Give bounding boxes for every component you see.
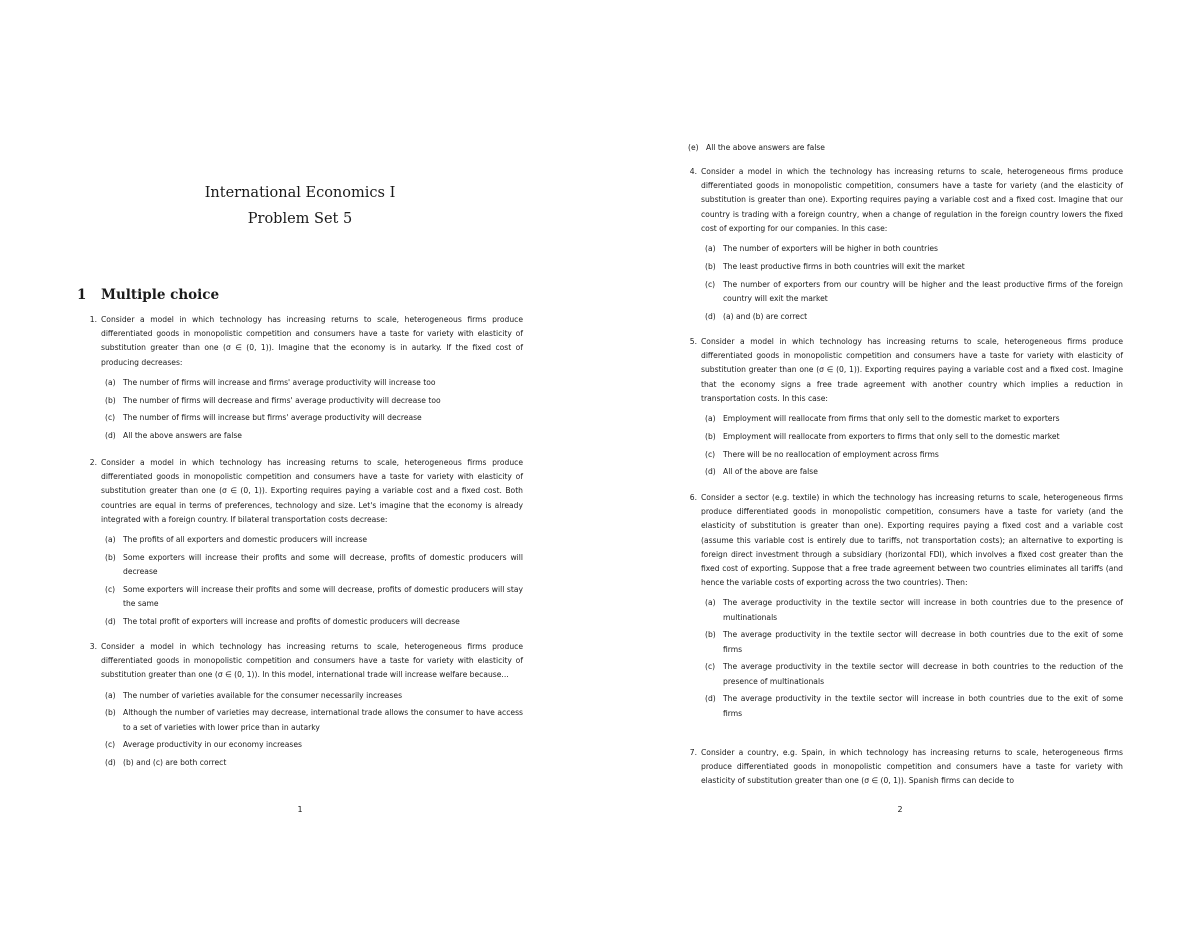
option-label: (a) bbox=[105, 535, 116, 545]
option-label: (b) bbox=[705, 261, 716, 271]
question-6 bbox=[677, 491, 1123, 724]
option-label: (d) bbox=[705, 694, 716, 704]
options-list bbox=[105, 376, 523, 444]
option-label: (d) bbox=[705, 311, 716, 321]
option-label: (e) bbox=[688, 143, 699, 152]
option-label: (b) bbox=[705, 630, 716, 640]
option-d bbox=[705, 310, 1123, 324]
document-title bbox=[0, 180, 600, 232]
question-number: 2. bbox=[89, 458, 97, 467]
option-c bbox=[705, 448, 1123, 462]
option-label: (c) bbox=[705, 449, 716, 459]
option-d bbox=[105, 429, 523, 443]
question-4 bbox=[677, 165, 1123, 327]
option-a bbox=[705, 596, 1123, 624]
question-text: Consider a sector (e.g. textile) in which the technology has increasing returns to scale, heterogeneous firms produce differentiated goods in monopolistic competition, consumers have a taste for variety (and the elasticity of substitution is greater than one). Exporting requires paying a fixed cost and a variable cost (assume this variable cost is entirely due to tariffs, not transportation costs); an alternative to exporting is foreign direct investment through a subsidiary (horizontal FDI), which involves a fixed cost greater than the fixed cost of exporting. Suppose that a free trade agreement between two countries eliminates all tariffs (and hence the variable costs of exporting across the two countries). Then: bbox=[701, 493, 1123, 588]
question-7 bbox=[677, 746, 1123, 789]
option-a bbox=[705, 412, 1123, 426]
option-text: The number of varieties available for the consumer necessarily increases bbox=[123, 690, 403, 700]
options-list bbox=[105, 533, 523, 629]
option-b bbox=[705, 628, 1123, 656]
option-text: All of the above are false bbox=[723, 467, 818, 477]
option-label: (d) bbox=[105, 431, 116, 441]
option-text: The number of exporters from our country will be higher and the least productive firms of the foreign country will exit the market bbox=[723, 279, 1123, 303]
option-text: Employment will reallocate from firms that only sell to the domestic market to exporters bbox=[723, 414, 1060, 424]
option-d bbox=[705, 692, 1123, 720]
option-text: The profits of all exporters and domestic producers will increase bbox=[123, 535, 368, 545]
option-text: (a) and (b) are correct bbox=[723, 311, 808, 321]
option-text: Some exporters will increase their profits and some will decrease, profits of domestic producers will stay the same bbox=[123, 584, 523, 609]
question-text: Consider a model in which the technology has increasing returns to scale, heterogeneous firms produce differentiated goods in monopolistic competition, consumers have a taste for variety (and the elasticity of substitution is greater than one). Exporting requires paying a variable cost and a fixed cost. Imagine that our country is trading with a foreign country, when a change of regulation in the foreign country lowers the fixed cost of exporting for our companies. In this case: bbox=[701, 167, 1123, 233]
option-b bbox=[705, 430, 1123, 444]
option-text: The average productivity in the textile sector will decrease in both countries to the reduction of the presence of multinationals bbox=[723, 662, 1123, 686]
options-list bbox=[705, 412, 1123, 480]
option-label: (d) bbox=[105, 616, 116, 626]
question-number: 4. bbox=[689, 167, 697, 176]
option-d bbox=[705, 465, 1123, 479]
option-label: (d) bbox=[705, 467, 716, 477]
option-c bbox=[105, 411, 523, 425]
option-label: (b) bbox=[105, 708, 116, 718]
question-number: 6. bbox=[689, 493, 697, 502]
section-number: 1 bbox=[77, 287, 87, 303]
option-text: Some exporters will increase their profits and some will decrease, profits of domestic producers will decrease bbox=[123, 552, 523, 577]
question-text: Consider a country, e.g. Spain, in which technology has increasing returns to scale, heterogeneous firms produce differentiated goods in monopolistic competition and consumers have a taste for variety with elasticity of substitution greater than one (σ ∈ (0, 1)). Spanish firms can decide to bbox=[701, 748, 1123, 786]
option-label: (c) bbox=[105, 584, 116, 594]
page-number-left: 1 bbox=[297, 805, 303, 814]
option-label: (c) bbox=[105, 413, 116, 423]
option-label: (b) bbox=[105, 552, 116, 562]
option-a bbox=[105, 533, 523, 547]
option-b bbox=[105, 706, 523, 734]
option-a bbox=[105, 376, 523, 390]
question-2 bbox=[77, 456, 523, 633]
option-text: The number of firms will increase and firms' average productivity will increase too bbox=[123, 377, 436, 387]
options-list bbox=[705, 596, 1123, 720]
option-b bbox=[105, 394, 523, 408]
option-c bbox=[105, 583, 523, 611]
option-text: The number of firms will decrease and firms' average productivity will decrease too bbox=[123, 395, 441, 405]
option-d bbox=[105, 615, 523, 629]
option-text: The number of firms will increase but firms' average productivity will decrease bbox=[123, 413, 422, 423]
option-c bbox=[705, 278, 1123, 306]
option-text: All the above answers are false bbox=[706, 143, 825, 152]
option-label: (c) bbox=[105, 740, 116, 750]
option-e bbox=[688, 141, 1123, 155]
option-text: The average productivity in the textile sector will increase in both countries due to the exit of some firms bbox=[723, 694, 1123, 718]
option-text: Average productivity in our economy increases bbox=[123, 740, 302, 750]
section-title: Multiple choice bbox=[101, 287, 220, 303]
option-label: (a) bbox=[105, 377, 116, 387]
question-3 bbox=[77, 640, 523, 774]
options-list bbox=[705, 242, 1123, 324]
option-text: The least productive firms in both countries will exit the market bbox=[723, 261, 965, 271]
option-b bbox=[705, 260, 1123, 274]
option-text: The number of exporters will be higher in both countries bbox=[723, 244, 938, 254]
option-text: The average productivity in the textile sector will increase in both countries due to the presence of multinationals bbox=[723, 598, 1123, 622]
question-text: Consider a model in which technology has increasing returns to scale, heterogeneous firms produce differentiated goods in monopolistic competition and consumers have a taste for variety with elasticity of substitution greater than one (σ ∈ (0, 1)). Exporting requires paying a variable cost and a fixed cost. Both countries are equal in terms of preferences, technology and size. Let's imagine that the economy is already integrated with a foreign country. If bilateral transportation costs decrease: bbox=[101, 458, 523, 524]
option-d bbox=[105, 756, 523, 770]
question-1 bbox=[77, 313, 523, 447]
question-number: 1. bbox=[89, 315, 97, 324]
option-label: (a) bbox=[105, 690, 116, 700]
option-text: The total profit of exporters will increase and profits of domestic producers will decrease bbox=[123, 616, 460, 626]
option-label: (b) bbox=[105, 395, 116, 405]
question-text: Consider a model in which technology has increasing returns to scale, heterogeneous firms produce differentiated goods in monopolistic competition and consumers have a taste for variety with elasticity of substitution greater than one (σ ∈ (0, 1)). Imagine that the economy is in autarky. If the fixed cost of producing decreases: bbox=[101, 315, 523, 367]
question-text: Consider a model in which technology has increasing returns to scale, heterogeneous firms produce differentiated goods in monopolistic competition and consumers have a taste for variety with elasticity of substitution greater than one (σ ∈ (0, 1)). Exporting requires paying a variable cost and a fixed cost. Imagine that the economy signs a free trade agreement with another country which implies a reduction in transportation costs. In this case: bbox=[701, 337, 1123, 403]
option-label: (a) bbox=[705, 244, 716, 254]
option-a bbox=[105, 689, 523, 703]
option-b bbox=[105, 551, 523, 579]
question-number: 5. bbox=[689, 337, 697, 346]
option-text: There will be no reallocation of employment across firms bbox=[723, 449, 939, 459]
option-c bbox=[705, 660, 1123, 688]
option-label: (c) bbox=[705, 279, 716, 289]
title-line-2: Problem Set 5 bbox=[247, 211, 353, 227]
option-text: All the above answers are false bbox=[123, 431, 242, 441]
option-text: (b) and (c) are both correct bbox=[123, 758, 227, 768]
title-line-1: International Economics I bbox=[204, 185, 396, 201]
option-label: (a) bbox=[705, 414, 716, 424]
options-list bbox=[105, 689, 523, 771]
question-3-continued bbox=[688, 141, 1123, 159]
question-5 bbox=[677, 335, 1123, 483]
option-c bbox=[105, 738, 523, 752]
option-text: Although the number of varieties may decrease, international trade allows the consumer to have access to a set of varieties with lower price than in autarky bbox=[123, 708, 523, 732]
option-text: Employment will reallocate from exporters to firms that only sell to the domestic market bbox=[723, 431, 1060, 441]
option-label: (d) bbox=[105, 758, 116, 768]
page-number-right: 2 bbox=[897, 805, 903, 814]
section-heading bbox=[77, 287, 219, 303]
question-text: Consider a model in which technology has increasing returns to scale, heterogeneous firms produce differentiated goods in monopolistic competition and consumers have a taste for variety with elasticity of substitution greater than one (σ ∈ (0, 1)). In this model, international trade will increase welfare because... bbox=[101, 642, 523, 680]
option-label: (c) bbox=[705, 662, 716, 672]
option-text: The average productivity in the textile sector will decrease in both countries due to the exit of some firms bbox=[723, 630, 1123, 654]
option-label: (a) bbox=[705, 598, 716, 608]
option-label: (b) bbox=[705, 431, 716, 441]
option-a bbox=[705, 242, 1123, 256]
question-number: 3. bbox=[89, 642, 97, 651]
question-number: 7. bbox=[689, 748, 697, 757]
